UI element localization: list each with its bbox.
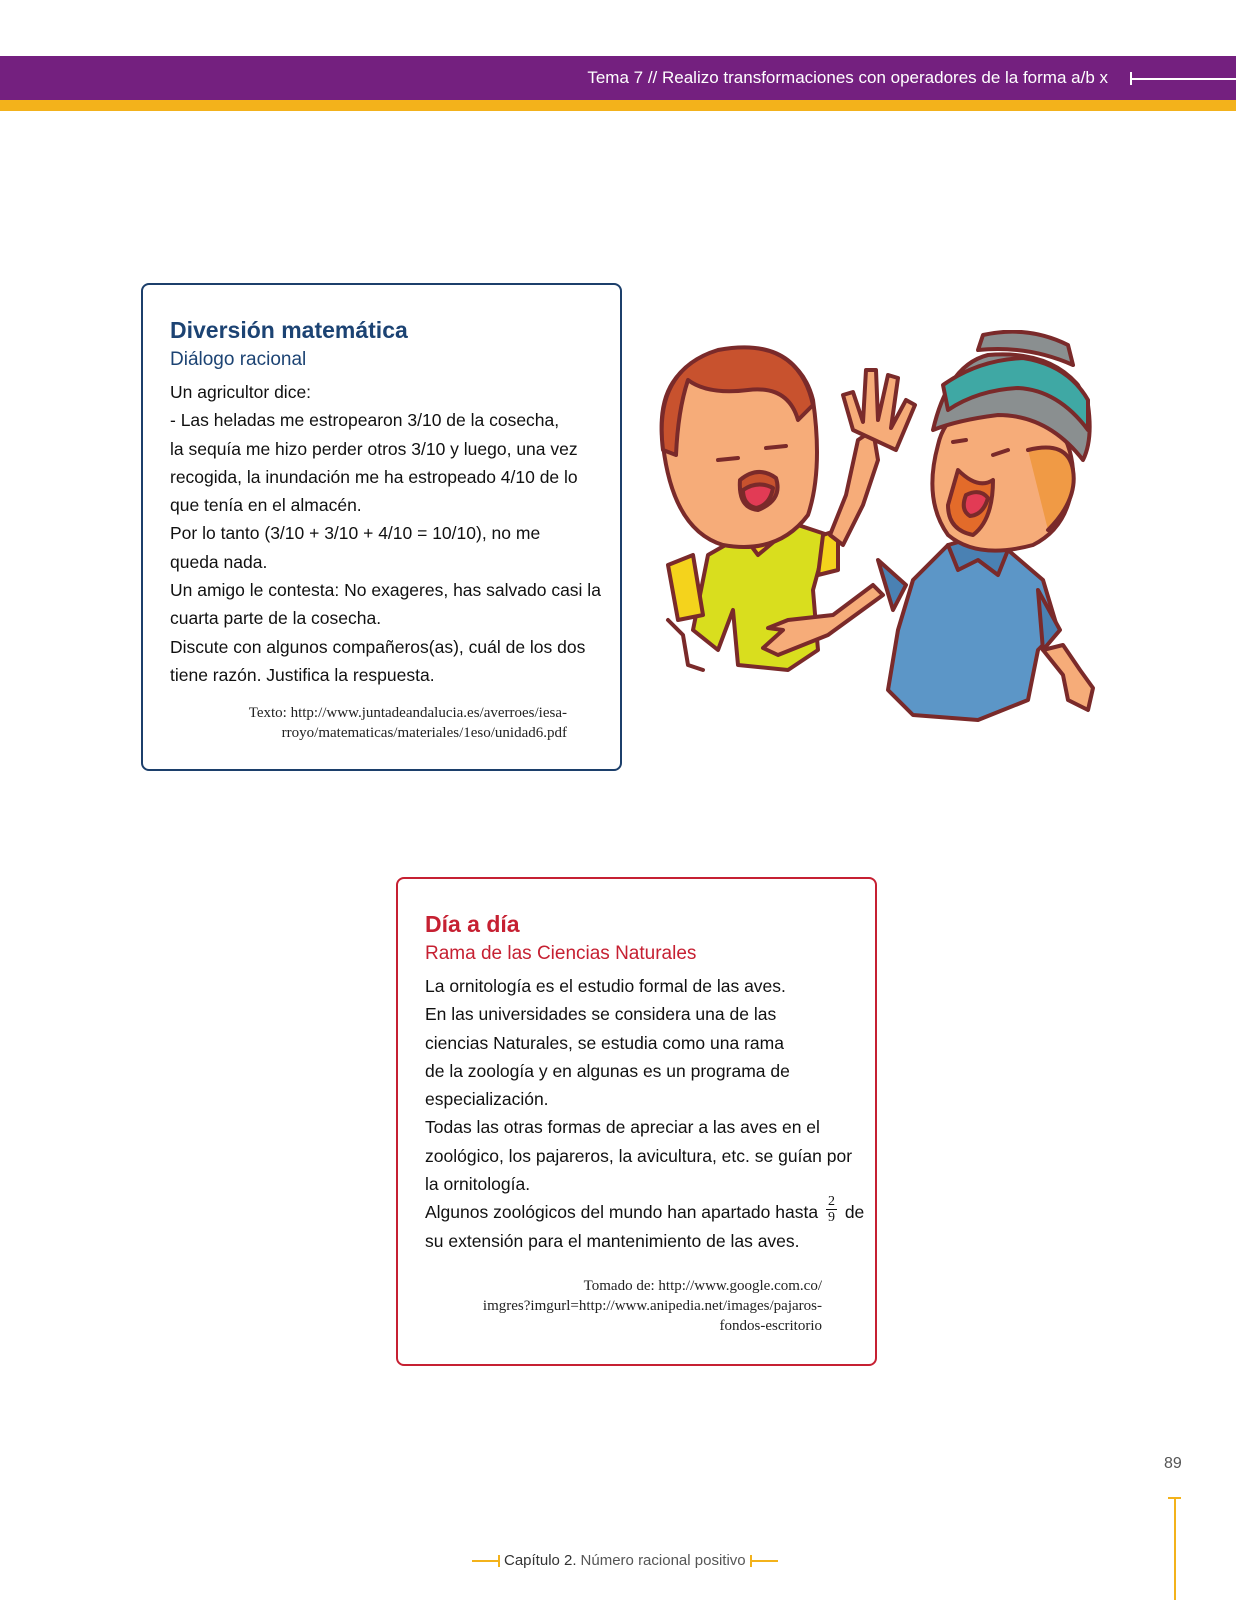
source-line: rroyo/matematicas/materiales/1eso/unidad6.pdf	[281, 725, 567, 741]
footer-rule-left	[472, 1560, 500, 1562]
source-line: fondos-escritorio	[719, 1318, 822, 1334]
body-line: tiene razón. Justifica la respuesta.	[170, 664, 435, 685]
body-line: queda nada.	[170, 551, 268, 572]
dia-a-dia-box	[396, 877, 877, 1366]
body-line: que tenía en el almacén.	[170, 495, 362, 516]
source-line: imgres?imgurl=http://www.anipedia.net/images/pajaros-	[482, 1298, 822, 1314]
body-line: ciencias Naturales, se estudia como una rama	[425, 1032, 784, 1053]
body-line: la ornitología.	[425, 1174, 531, 1195]
fraction-denominator: 9	[827, 1210, 835, 1226]
body-line: - Las heladas me estropearon 3/10 de la cosecha,	[170, 410, 560, 431]
two-men-talking-illustration	[648, 330, 1148, 760]
box-subtitle: Rama de las Ciencias Naturales	[425, 943, 697, 964]
body-line: En las universidades se considera una de las	[425, 1004, 777, 1025]
box-subtitle: Diálogo racional	[170, 349, 307, 370]
body-line: cuarta parte de la cosecha.	[170, 608, 382, 629]
source-line: Tomado de: http://www.google.com.co/	[583, 1278, 822, 1294]
source-citation	[483, 1276, 822, 1336]
body-line: Discute con algunos compañeros(as), cuál de los dos	[170, 636, 586, 657]
body-line: Un agricultor dice:	[170, 382, 312, 402]
fraction-line-start: Algunos zoológicos del mundo han apartado hasta	[425, 1202, 819, 1223]
header-title: Tema 7 // Realizo transformaciones con operadores de la forma a/b x	[587, 68, 1108, 87]
footer	[472, 1552, 778, 1569]
source-line: Texto: http://www.juntadeandalucia.es/averroes/iesa-	[248, 705, 567, 721]
page-number: 89	[1164, 1455, 1182, 1472]
footer-rule-right	[750, 1560, 778, 1562]
body-line: recogida, la inundación me ha estropeado 4/10 de lo	[170, 466, 578, 487]
body-line: la sequía me hizo perder otros 3/10 y luego, una vez	[170, 438, 578, 459]
header-rule	[1132, 78, 1236, 80]
body-line: Un amigo le contesta: No exageres, has salvado casi la	[170, 580, 601, 601]
box-body	[425, 972, 865, 1255]
body-line: de la zoología y en algunas es un programa de	[425, 1060, 790, 1081]
body-line: su extensión para el mantenimiento de las aves.	[425, 1230, 800, 1251]
diversion-matematica-box	[141, 283, 622, 771]
fraction-numerator: 2	[827, 1194, 835, 1210]
body-line: especialización.	[425, 1089, 549, 1110]
header-accent-stripe	[0, 100, 1236, 111]
box-title: Día a día	[425, 911, 520, 937]
footer-chapter-title: Número racional positivo	[580, 1552, 746, 1569]
body-line: Todas las otras formas de apreciar a las aves en el	[425, 1117, 820, 1138]
box-body	[170, 378, 610, 689]
margin-rule	[1174, 1497, 1176, 1600]
fraction	[826, 1194, 837, 1225]
body-line: La ornitología es el estudio formal de las aves.	[425, 976, 786, 996]
fraction-line-end: de	[844, 1202, 865, 1223]
footer-chapter: Capítulo 2.	[504, 1552, 577, 1569]
source-citation	[249, 703, 567, 743]
fraction-line	[425, 1194, 865, 1226]
body-line: Por lo tanto (3/10 + 3/10 + 4/10 = 10/10), no me	[170, 523, 541, 544]
box-title: Diversión matemática	[170, 317, 408, 343]
body-line: zoológico, los pajareros, la avicultura, etc. se guían por	[425, 1145, 853, 1166]
